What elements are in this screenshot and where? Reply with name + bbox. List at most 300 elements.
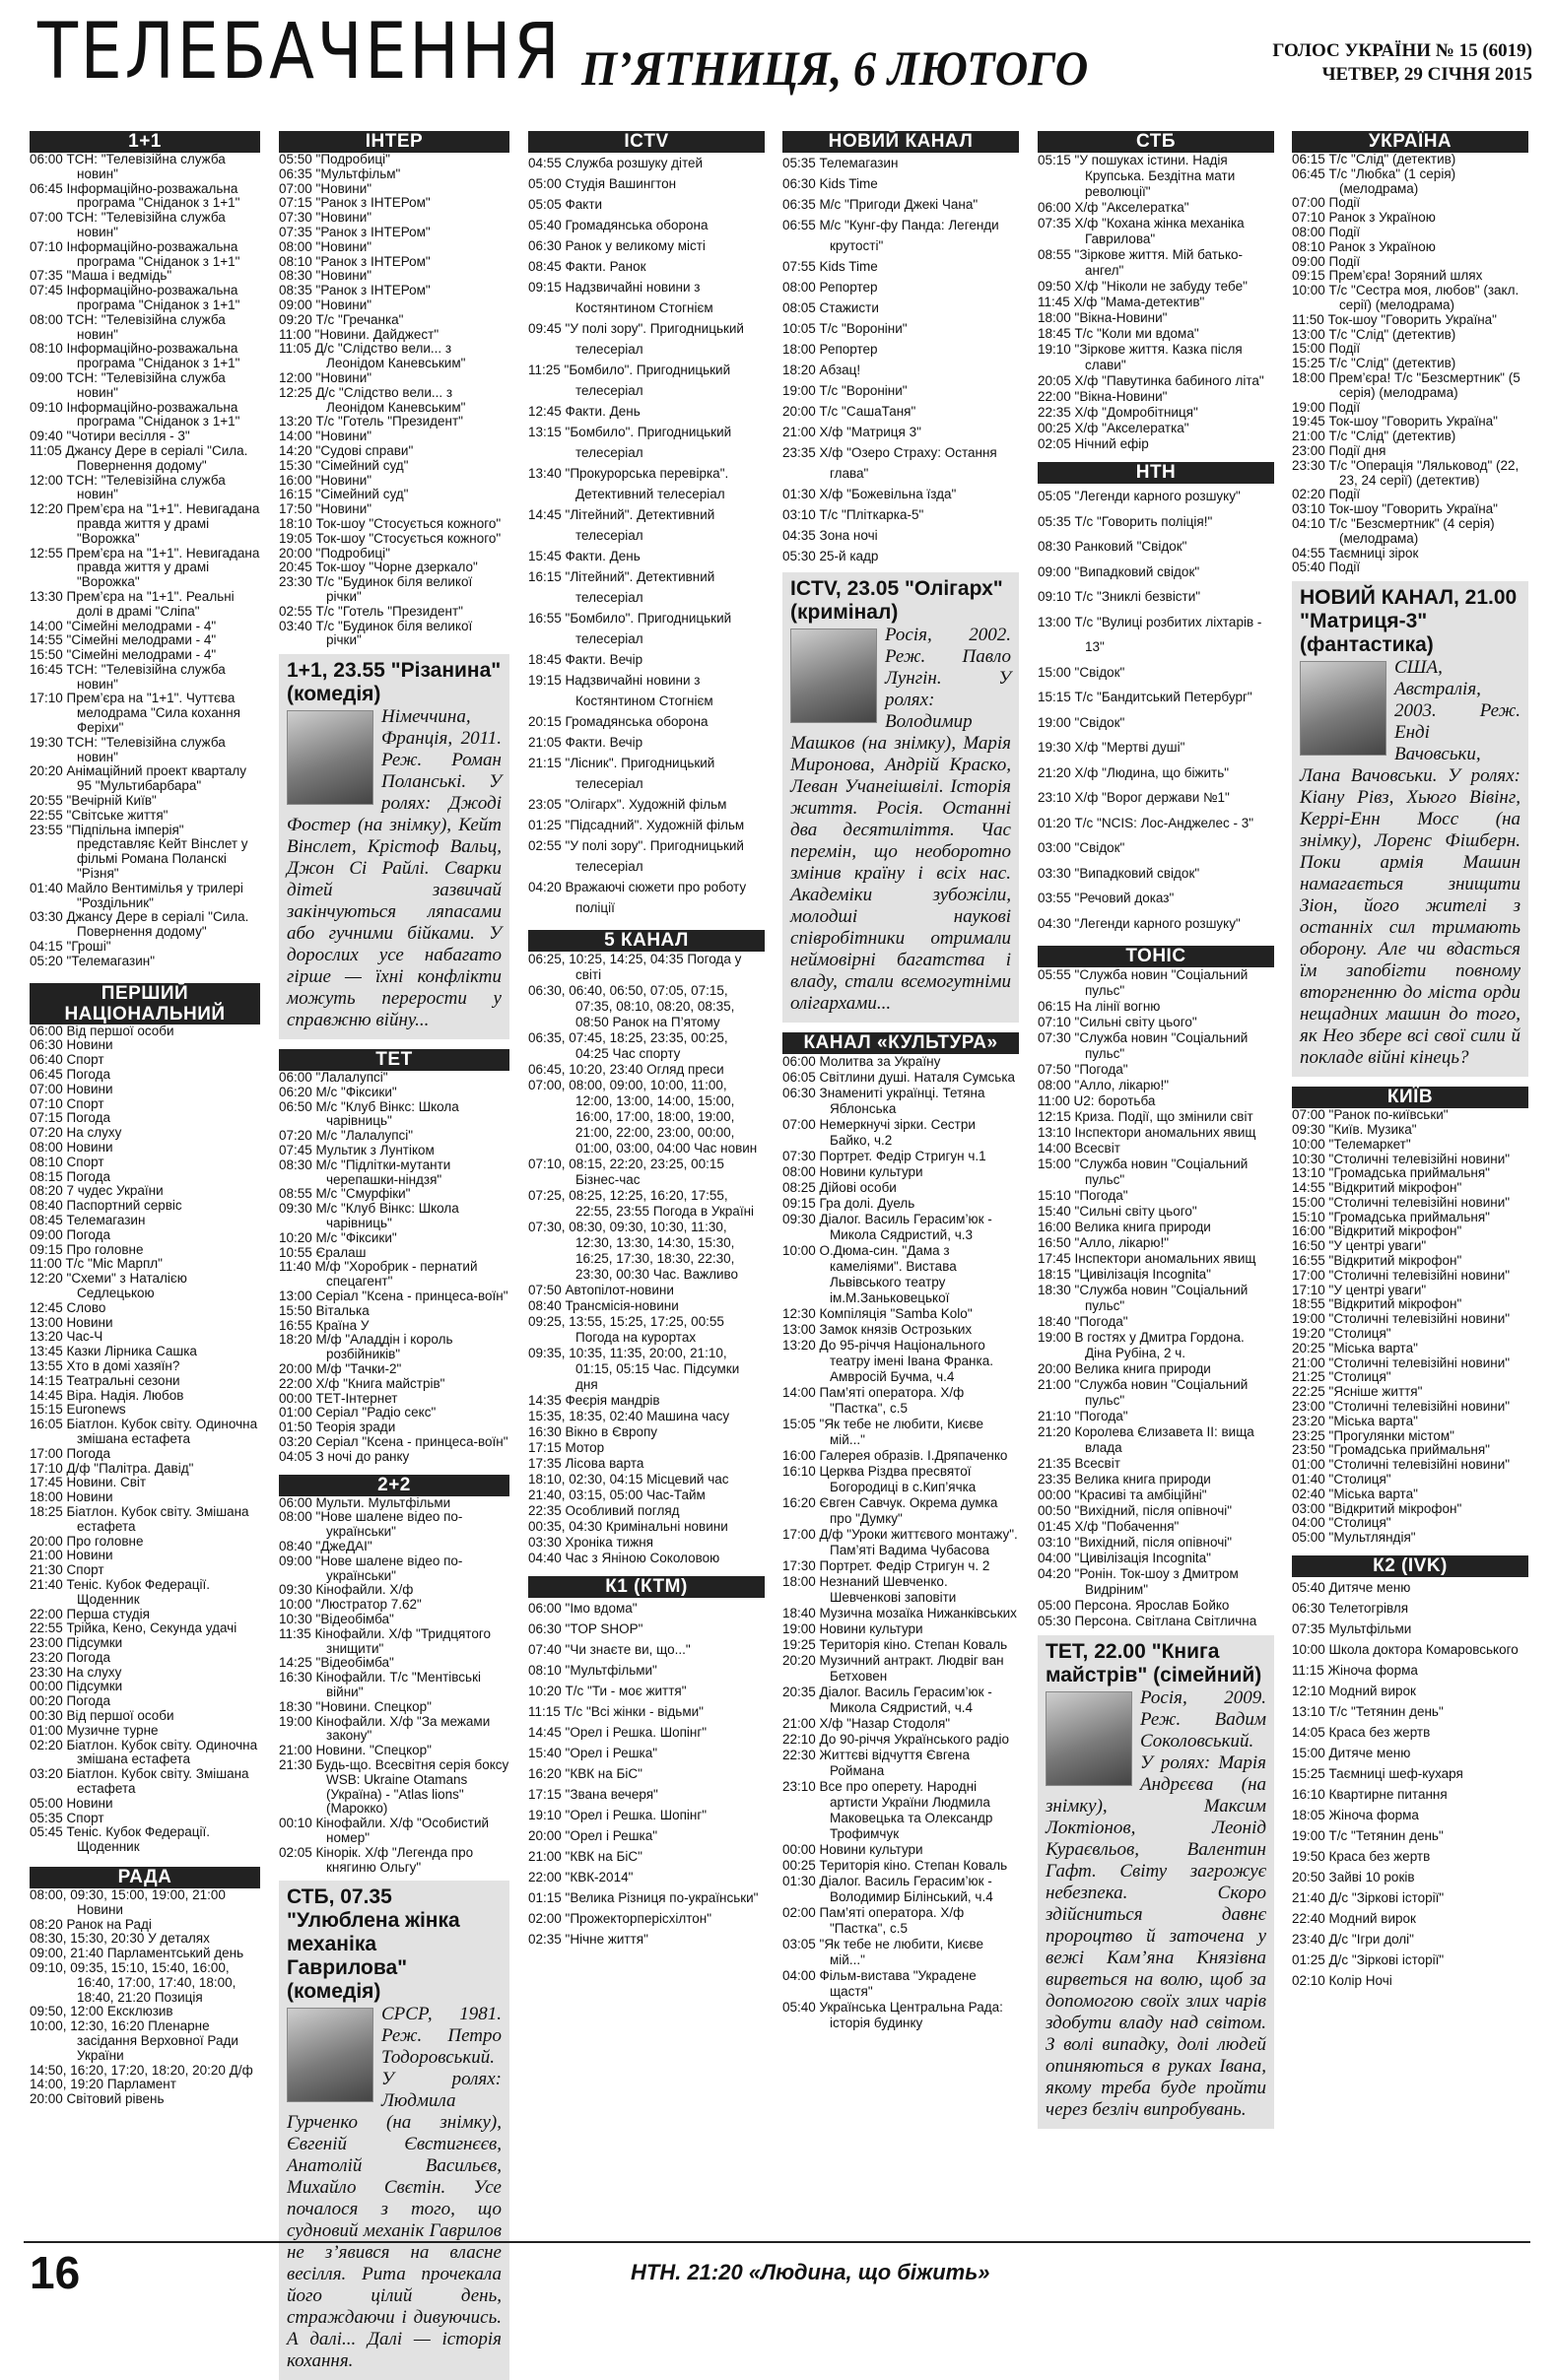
schedule-item: 09:00 Погода [30, 1226, 110, 1242]
schedule-item: 16:20 Євген Савчук. Окрема думка про "Думку" [782, 1495, 998, 1526]
schedule-item: 03:30 "Випадковий свідок" [1038, 865, 1200, 881]
schedule-item: 15:30 "Сімейний суд" [279, 457, 409, 473]
schedule-item: 07:45 Інформаційно-розважальна програма "Сніданок з 1+1" [30, 283, 240, 312]
schedule-item: 07:00 ТСН: "Телевізійна служба новин" [30, 210, 226, 239]
schedule-item: 08:20 7 чудес України [30, 1183, 164, 1199]
schedule-item: 19:00 В гостях у Дмитра Гордона. Діна Рубіна, 2 ч. [1038, 1330, 1245, 1360]
schedule-item: 01:40 "Столиця" [1292, 1472, 1391, 1488]
schedule-item: 23:25 "Прогулянки містом" [1292, 1427, 1454, 1443]
schedule-item: 09:00, 21:40 Парламентський день [30, 1946, 244, 1961]
schedule-item: 13:20 Т/с "Готель "Президент" [279, 414, 463, 430]
schedule-item: 19:15 Надзвичайні новини з Костянтином Стогнієм [528, 673, 713, 708]
schedule-item: 03:55 "Речовий доказ" [1038, 891, 1175, 905]
schedule-item: 06:45, 10:20, 23:40 Огляд преси [528, 1062, 724, 1077]
schedule-item: 21:20 Х/ф "Людина, що біжить" [1038, 764, 1230, 780]
schedule-item: 02:20 Події [1292, 487, 1361, 502]
schedule-item: 06:45 Погода [30, 1067, 110, 1083]
channel-header-inter: ІНТЕР [279, 131, 509, 153]
schedule-item: 08:25 Дійові особи [782, 1180, 897, 1195]
schedule-item: 12:45 Слово [30, 1299, 106, 1315]
schedule-item: 08:10 Спорт [30, 1154, 104, 1169]
schedule-item: 08:00 "Новини" [279, 238, 372, 254]
schedule-item: 02:10 Колір Ночі [1292, 1973, 1392, 1989]
schedule-item: 05:05 Факти [528, 197, 603, 212]
schedule-item: 23:00 Підсумки [30, 1635, 123, 1651]
schedule-item: 11:40 М/ф "Хоробрик - пернатий спецагент" [279, 1259, 478, 1289]
schedule-item: 10:20 Т/с "Ти - моє життя" [528, 1684, 687, 1698]
schedule-item: 08:40 Трансмісія-новини [528, 1298, 679, 1313]
schedule-item: 20:00 Велика книга природи [1038, 1361, 1211, 1376]
schedule-item: 18:00 Репортер [782, 342, 878, 357]
issue-number: ГОЛОС УКРАЇНИ № 15 (6019) [1272, 40, 1532, 61]
schedule-item: 03:40 Т/с "Будинок біля великої річки" [279, 618, 473, 648]
schedule-item: 11:50 Ток-шоу "Говорить Україна" [1292, 311, 1497, 327]
schedule-item: 23:35 Х/ф "Озеро Страху: Остання глава" [782, 445, 997, 481]
channel-header-k2: К2 (IVK) [1292, 1555, 1528, 1577]
schedule-item: 13:00 Новини [30, 1314, 113, 1330]
schedule-item: 09:00 "Нове шалене відео по-українськи" [279, 1553, 463, 1583]
channel-header-ukraina: УКРАЇНА [1292, 131, 1528, 153]
schedule-item: 09:15 Про головне [30, 1241, 144, 1257]
schedule-item: 19:10 "Орел і Решка. Шопінг" [528, 1808, 708, 1822]
schedule-item: 14:55 "Відкритий мікрофон" [1292, 1180, 1462, 1196]
schedule-item: 20:25 "Міська варта" [1292, 1340, 1418, 1355]
schedule-item: 19:00 "Столичні телевізійні новини" [1292, 1311, 1511, 1327]
schedule-item: 10:30 "Столичні телевізійні новини" [1292, 1151, 1511, 1166]
schedule-item: 09:50, 12:00 Ексклюзив [30, 2004, 173, 2019]
schedule-item: 10:05 Т/с "Вороніни" [782, 321, 908, 336]
schedule-item: 11:45 Х/ф "Мама-детектив" [1038, 295, 1205, 309]
schedule-item: 18:00 "Вікна-Новини" [1038, 310, 1168, 325]
schedule-item: 08:10 "Ранок з ІНТЕРом" [279, 253, 431, 269]
schedule-item: 06:55 М/с "Кунг-фу Панда: Легенди крутості" [782, 218, 999, 253]
column-6 [1292, 131, 1528, 2239]
highlight-text: СРСР, 1981. Реж. Петро Тодоровський. У ролях: Людмила Гурченко (на знімку), Євгеній Євстигнєєв, Анатолій Васильєв, Михайло Свєтін. Усе почалося з того, що судновий механік Гаврилов не з’явився на власне весілля. Рита прочекала його цілий день, страждаючи і дивуючись. А далі... Далі — історія кохання. [287, 2004, 502, 2372]
schedule-item: 07:40 "Чи знаєте ви, що..." [528, 1642, 691, 1657]
schedule-item: 07:35 Х/ф "Кохана жінка механіка Гаврилова" [1038, 216, 1245, 246]
schedule-kultura [782, 1054, 1019, 2031]
schedule-item: 00:20 Погода [30, 1693, 110, 1709]
schedule-item: 10:55 Єралаш [279, 1244, 367, 1260]
schedule-item: 16:55 "Відкритий мікрофон" [1292, 1253, 1462, 1269]
schedule-item: 15:00 "Служба новин "Соціальний пульс" [1038, 1157, 1249, 1187]
schedule-item: 11:05 Д/с "Слідство вели... з Леонідом Каневським" [279, 341, 466, 371]
schedule-novyi [782, 153, 1019, 566]
schedule-item: 00:50 "Вихідний, після опівночі" [1038, 1503, 1233, 1518]
schedule-item: 22:00 Х/ф "Книга майстрів" [279, 1375, 445, 1391]
schedule-item: 05:15 "У пошуках істини. Надія Крупська. Бездітна мати революції" [1038, 153, 1236, 199]
issue-date: ЧЕТВЕР, 29 СІЧНЯ 2015 [1321, 64, 1532, 85]
schedule-item: 08:10 Ранок з Україною [1292, 238, 1436, 254]
schedule-item: 18:00 Прем’єра! Т/с "Безсмертник" (5 серія) (мелодрама) [1292, 369, 1520, 400]
schedule-item: 02:40 "Міська варта" [1292, 1486, 1418, 1501]
schedule-item: 18:15 "Цивілізація Incognita" [1038, 1267, 1211, 1282]
schedule-item: 21:35 Всесвіт [1038, 1456, 1120, 1471]
schedule-item: 15:10 "Погода" [1038, 1188, 1128, 1203]
schedule-item: 22:55 Трійка, Кено, Секунда удачі [30, 1620, 237, 1636]
schedule-item: 08:35 "Ранок з ІНТЕРом" [279, 283, 431, 298]
schedule-item: 08:00 "Алло, лікарю!" [1038, 1078, 1170, 1092]
schedule-item: 03:30 Хроніка тижня [528, 1535, 653, 1550]
schedule-item: 01:45 Х/ф "Побачення" [1038, 1519, 1180, 1534]
schedule-item: 18:45 Т/с "Коли ми вдома" [1038, 326, 1199, 341]
schedule-item: 09:30 М/с "Клуб Вінкс: Школа чарівниць" [279, 1201, 459, 1231]
column-4 [782, 131, 1019, 2239]
schedule-item: 20:55 "Вечірній Київ" [30, 793, 157, 809]
schedule-item: 07:30, 08:30, 09:30, 10:30, 11:30, 12:30, 13:30, 14:30, 15:30, 16:25, 17:30, 18:30, 22:30, 23:30, 00:30 Час. Важливо [528, 1220, 739, 1282]
schedule-item: 16:10 Церква Різдва пресвятої Богородиці в с.Кип’ячка [782, 1464, 977, 1494]
schedule-item: 09:30 Кінофайли. Х/ф [279, 1582, 414, 1598]
highlight-text: Росія, 2002. Реж. Павло Лунгін. У ролях: Володимир Машков (на знімку), Марія Миронова, Андрій Краско, Леван Учанеішвілі. Історія життя. Росія. Останні два десятиліття. Час перемін, що необоротно змінив країну і всіх нас. Академіки зубожіли, молодші наукові співробітники отримали неймовірні багатства і владу, стали всемогутніми олігархами... [790, 625, 1011, 1014]
highlight-title: СТБ, 07.35 "Улюблена жінка механіка Гаврилова" (комедія) [287, 1885, 460, 2004]
schedule-item: 21:00 Т/с "Слід" (детектив) [1292, 429, 1456, 444]
schedule-1plus1 [30, 153, 260, 969]
schedule-item: 17:10 Прем’єра на "1+1". Чуттєва мелодрама "Сила кохання Феріхи" [30, 691, 240, 736]
schedule-item: 06:45 Інформаційно-розважальна програма "Сніданок з 1+1" [30, 180, 240, 211]
schedule-item: 05:00 Персона. Ярослав Бойко [1038, 1598, 1230, 1613]
schedule-item: 14:50, 16:20, 17:20, 18:20, 20:20 Д/ф [30, 2062, 253, 2078]
schedule-item: 06:30 Kids Time [782, 176, 878, 191]
highlight-stb [279, 1881, 509, 2380]
schedule-item: 18:40 Музична мозаїка Нижанківських [782, 1606, 1017, 1620]
schedule-item: 07:00 Новини [30, 1081, 113, 1096]
schedule-item: 02:35 "Нічне життя" [528, 1932, 648, 1947]
channel-header-1plus1: 1+1 [30, 131, 260, 153]
highlight-text: Німеччина, Франція, 2011. Реж. Роман Поланські. У ролях: Джоді Фостер (на знімку), Кейт Вінслет, Крістоф Вальц, Джон Сі Райлі. Сварки дітей зазвичай закінчуються ляпасами або гучними бійками. У дорослих усе набагато гірше — їхні конфлікти можуть перерости у справжню війну... [287, 706, 502, 1031]
schedule-item: 13:00 Т/с "Вулиці розбитих ліхтарів - 13" [1038, 614, 1262, 654]
schedule-item: 16:50 "У центрі уваги" [1292, 1238, 1427, 1254]
schedule-item: 14:45 "Літейний". Детективний телесеріал [528, 507, 715, 543]
schedule-item: 07:00 Події [1292, 195, 1361, 211]
schedule-item: 07:50 Автопілот-новини [528, 1283, 674, 1297]
schedule-item: 21:00 Новини. "Спецкор" [279, 1743, 432, 1758]
schedule-item: 19:00 "Свідок" [1038, 714, 1125, 730]
schedule-item: 09:15 Надзвичайні новини з Костянтином Стогнієм [528, 280, 713, 315]
schedule-item: 17:00 Д/ф "Уроки життєвого монтажу". Пам’яті Вадима Чубасова [782, 1527, 1018, 1557]
schedule-item: 22:00 "Вікна-Новини" [1038, 389, 1168, 404]
schedule-item: 09:30 Діалог. Василь Герасим’юк - Микола Сядристий, ч.3 [782, 1212, 992, 1242]
schedule-item: 21:30 Спорт [30, 1562, 104, 1578]
schedule-item: 15:35, 18:35, 02:40 Машина часу [528, 1409, 730, 1423]
schedule-item: 08:30 "Новини" [279, 268, 372, 284]
schedule-item: 14:00, 19:20 Парламент [30, 2077, 176, 2092]
schedule-item: 20:45 Ток-шоу "Чорне дзеркало" [279, 560, 478, 575]
schedule-item: 05:30 Персона. Світлана Світлична [1038, 1614, 1257, 1628]
schedule-item: 12:45 Факти. День [528, 404, 641, 419]
schedule-item: 03:10 Ток-шоу "Говорить Україна" [1292, 501, 1498, 517]
schedule-item: 01:00 Серіал "Радіо секс" [279, 1405, 437, 1421]
schedule-pershyi [30, 1025, 260, 1855]
schedule-item: 13:15 "Бомбило". Пригодницький телесеріал [528, 425, 732, 460]
schedule-item: 07:20 М/с "Лалалупсі" [279, 1128, 414, 1144]
channel-header-tonis: ТОНІС [1038, 946, 1274, 967]
schedule-item: 12:10 Модний вирок [1292, 1684, 1416, 1699]
schedule-item: 01:20 Т/с "NCIS: Лос-Анджелес - 3" [1038, 815, 1254, 830]
schedule-item: 21:40, 03:15, 05:00 Час-Тайм [528, 1488, 706, 1502]
schedule-ictv [528, 153, 765, 918]
schedule-item: 05:40 Події [1292, 560, 1361, 575]
schedule-item: 06:00 Від першої особи [30, 1023, 174, 1038]
schedule-item: 06:35 "Мультфільм" [279, 165, 401, 181]
schedule-item: 06:35 М/с "Пригоди Джекі Чана" [782, 197, 979, 212]
schedule-item: 16:20 "КВК на БіС" [528, 1766, 642, 1781]
column-2 [279, 131, 509, 2372]
schedule-item: 20:05 Х/ф "Павутинка бабиного літа" [1038, 373, 1264, 388]
schedule-item: 00:25 Територія кіно. Степан Коваль [782, 1858, 1008, 1873]
schedule-item: 20:00 "Подробиці" [279, 545, 390, 561]
channel-header-k1: К1 (КТМ) [528, 1576, 765, 1598]
schedule-item: 09:10 Т/с "Зниклі безвісти" [1038, 589, 1201, 604]
schedule-item: 01:00 "Столичні телевізійні новини" [1292, 1457, 1511, 1473]
issue-info [1272, 39, 1532, 87]
schedule-item: 18:30 "Служба новин "Соціальний пульс" [1038, 1283, 1249, 1313]
column-3 [528, 131, 765, 2239]
schedule-item: 11:35 Кінофайли. Х/ф "Тридцятого знищити" [279, 1625, 491, 1656]
schedule-item: 15:40 "Сильні світу цього" [1038, 1204, 1197, 1219]
schedule-item: 16:00 "Відкритий мікрофон" [1292, 1223, 1462, 1239]
schedule-item: 11:05 Джансу Дере в серіалі "Сила. Повернення додому" [30, 442, 248, 473]
schedule-item: 04:10 Т/с "Безсмертник" (4 серія) (мелодрама) [1292, 515, 1495, 546]
schedule-item: 12:00 "Новини" [279, 369, 372, 385]
schedule-item: 10:00 О.Дюма-син. "Дама з камеліями". Вистава Львівського театру ім.М.Заньковецької [782, 1243, 957, 1305]
schedule-item: 14:35 Феєрія мандрів [528, 1393, 660, 1408]
schedule-item: 19:25 Територія кіно. Степан Коваль [782, 1637, 1008, 1652]
schedule-item: 13:55 Хто в домі хазяїн? [30, 1357, 180, 1373]
schedule-item: 19:00 Т/с "Вороніни" [782, 383, 908, 398]
schedule-item: 01:00 Музичне турне [30, 1722, 159, 1738]
schedule-item: 09:00 Події [1292, 253, 1361, 269]
schedule-item: 07:15 Погода [30, 1110, 110, 1126]
schedule-item: 20:00 М/ф "Тачки-2" [279, 1361, 402, 1377]
schedule-item: 21:00 Х/ф "Назар Стодоля" [782, 1716, 951, 1731]
highlight-1plus1 [279, 654, 509, 1039]
schedule-item: 03:00 "Свідок" [1038, 840, 1125, 855]
schedule-item: 09:15 Гра долі. Дуель [782, 1196, 915, 1211]
schedule-item: 07:35 "Маша і ведмідь" [30, 268, 172, 284]
schedule-item: 19:10 "Зіркове життя. Казка після слави" [1038, 342, 1243, 372]
schedule-item: 18:40 "Погода" [1038, 1314, 1128, 1329]
schedule-item: 06:00 "Лалалупсі" [279, 1070, 388, 1086]
schedule-item: 10:20 М/с "Фіксики" [279, 1229, 397, 1245]
schedule-item: 09:35, 10:35, 11:35, 20:00, 21:10, 01:15, 05:15 Час. Підсумки дня [528, 1346, 740, 1392]
schedule-item: 06:15 Т/с "Слід" (детектив) [1292, 152, 1456, 166]
schedule-item: 16:00 "Новини" [279, 472, 372, 488]
schedule-item: 08:30 М/с "Підлітки-мутанти черепашки-ніндзя" [279, 1157, 451, 1187]
schedule-item: 18:25 Біатлон. Кубок світу. Змішана естафета [30, 1503, 249, 1534]
schedule-item: 08:00 Події [1292, 224, 1361, 239]
schedule-item: 07:20 На слуху [30, 1125, 122, 1141]
schedule-item: 16:55 Країна У [279, 1317, 370, 1333]
schedule-item: 00:00 Підсумки [30, 1679, 123, 1694]
schedule-item: 18:55 "Відкритий мікрофон" [1292, 1296, 1462, 1312]
channel-header-rada: РАДА [30, 1867, 260, 1888]
schedule-item: 21:20 Королева Єлизавета II: вища влада [1038, 1424, 1254, 1455]
schedule-rada [30, 1888, 260, 2107]
schedule-item: 13:20 Час-Ч [30, 1329, 103, 1345]
schedule-item: 07:10 Ранок з Україною [1292, 210, 1436, 226]
schedule-item: 00:00 ТЕТ-Інтернет [279, 1390, 398, 1406]
schedule-item: 16:05 Біатлон. Кубок світу. Одиночна змішана естафета [30, 1417, 258, 1446]
schedule-item: 12:00 ТСН: "Телевізійна служба новин" [30, 472, 226, 502]
schedule-item: 08:55 "Зіркове життя. Мій батько-ангел" [1038, 247, 1244, 278]
schedule-item: 07:00, 08:00, 09:00, 10:00, 11:00, 12:00, 13:00, 14:00, 15:00, 16:00, 17:00, 18:00, 19:00, 21:00, 22:00, 23:00, 00:00, 01:00, 03:00, 04:00 Час новин [528, 1078, 758, 1156]
highlight-title: НОВИЙ КАНАЛ, 21.00 "Матриця-3" (фантастика) [1300, 586, 1518, 657]
schedule-item: 22:40 Модний вирок [1292, 1911, 1416, 1927]
schedule-item: 23:00 Події дня [1292, 442, 1386, 458]
highlight-title: 1+1, 23.55 "Різанина" (комедія) [287, 659, 502, 706]
schedule-item: 14:45 Віра. Надія. Любов [30, 1387, 184, 1403]
schedule-item: 09:40 "Чотири весілля - 3" [30, 429, 190, 444]
schedule-tonis [1038, 967, 1274, 1629]
schedule-item: 00:00 "Красиві та амбіційні" [1038, 1488, 1207, 1502]
schedule-item: 19:00 Кінофайли. Х/ф "За межами закону" [279, 1713, 491, 1744]
page-number: 16 [30, 2247, 81, 2298]
schedule-stb [1038, 153, 1274, 452]
schedule-item: 23:30 Т/с "Будинок біля великої річки" [279, 574, 473, 604]
schedule-item: 05:40 Громадянська оборона [528, 218, 709, 232]
schedule-item: 07:00 Немеркнучі зірки. Сестри Байко, ч.2 [782, 1117, 976, 1148]
schedule-item: 06:30 "TOP SHOP" [528, 1621, 643, 1636]
schedule-item: 12:15 Криза. Події, що змінили світ [1038, 1109, 1253, 1124]
channel-header-kultura: КАНАЛ «КУЛЬТУРА» [782, 1032, 1019, 1054]
schedule-item: 17:00 "Столичні телевізійні новини" [1292, 1267, 1511, 1283]
schedule-item: 03:30 Джансу Дере в серіалі "Сила. Повернення додому" [30, 909, 249, 940]
schedule-item: 05:35 Телемагазин [782, 156, 899, 170]
schedule-item: 16:45 ТСН: "Телевізійна служба новин" [30, 661, 226, 692]
schedule-item: 13:00 Серіал "Ксена - принцеса-воїн" [279, 1289, 508, 1304]
schedule-item: 22:10 До 90-річчя Українського радіо [782, 1732, 1009, 1747]
schedule-item: 13:20 До 95-річчя Національного театру імені Івана Франка. Амвросій Бучма, ч.4 [782, 1338, 993, 1384]
schedule-item: 19:30 Х/ф "Мертві душі" [1038, 740, 1185, 755]
schedule-item: 02:55 Т/с "Готель "Президент" [279, 603, 463, 619]
schedule-item: 21:00 "Служба новин "Соціальний пульс" [1038, 1377, 1249, 1408]
schedule-item: 08:40 Паспортний сервіс [30, 1198, 182, 1214]
schedule-item: 18:20 Абзац! [782, 363, 861, 377]
schedule-item: 12:20 "Схеми" з Наталією Седлецькою [30, 1271, 187, 1300]
schedule-item: 15:45 Факти. День [528, 549, 641, 563]
schedule-item: 00:35, 04:30 Кримінальні новини [528, 1519, 728, 1534]
schedule-item: 04:30 "Легенди карного розшуку" [1038, 915, 1241, 931]
schedule-item: 21:40 Д/с "Зіркові історії" [1292, 1890, 1445, 1906]
schedule-item: 01:40 Майло Вентимілья у трилері "Роздільник" [30, 880, 243, 910]
schedule-item: 07:25, 08:25, 12:25, 16:20, 17:55, 22:55, 23:55 Погода в Україні [528, 1188, 755, 1219]
schedule-item: 09:25, 13:55, 15:25, 17:25, 00:55 Погода на курортах [528, 1314, 724, 1345]
schedule-item: 02:05 Кінорік. Х/ф "Легенда про княгиню Ольгу" [279, 1844, 474, 1875]
highlight-novyi [1292, 581, 1528, 1077]
schedule-item: 06:00 Х/ф "Акселератка" [1038, 200, 1189, 215]
highlight-text: Росія, 2009. Реж. Вадим Соколовський. У ролях: Марія Андрєєва (на знімку), Максим Локтіонов, Леонід Кураєвльов, Валентин Гафт. Світу загрожує небезпека. Скоро здійсниться давнє пророцтво й заточена у вежі Кам’яна Князівна вирветься на волю, щоб за допомогою своїх злих чарів здобути владу над світом. З волі випадку, долі людей опиняються в руках Івана, якому треба буде пройти через безліч випробувань. [1046, 1687, 1266, 2120]
schedule-ukraina [1292, 153, 1528, 575]
schedule-item: 23:00 "Столичні телевізійні новини" [1292, 1399, 1511, 1415]
schedule-item: 06:25, 10:25, 14:25, 04:35 Погода у світі [528, 952, 742, 982]
schedule-item: 15:40 "Орел і Решка" [528, 1746, 658, 1760]
channel-header-ntn: НТН [1038, 462, 1274, 484]
schedule-item: 13:00 Замок князів Острозьких [782, 1322, 973, 1337]
schedule-item: 03:10 "Вихідний, після опівночі" [1038, 1535, 1233, 1550]
schedule-item: 16:15 "Літейний". Детективний телесеріал [528, 569, 715, 605]
schedule-item: 09:00 "Випадковий свідок" [1038, 563, 1200, 579]
schedule-item: 09:00 "Новини" [279, 297, 372, 312]
schedule-item: 23:40 Д/с "Ігри долі" [1292, 1932, 1414, 1948]
schedule-item: 17:45 Новини. Світ [30, 1475, 147, 1490]
schedule-item: 08:30, 15:30, 20:30 У деталях [30, 1931, 210, 1947]
schedule-item: 02:20 Біатлон. Кубок світу. Одиночна змішана естафета [30, 1737, 258, 1767]
schedule-item: 05:20 "Телемагазин" [30, 953, 156, 968]
schedule-item: 10:00, 12:30, 16:20 Пленарне засідання Верховної Ради України [30, 2018, 238, 2063]
schedule-item: 04:05 З ночі до ранку [279, 1448, 410, 1464]
schedule-item: 12:25 Д/с "Слідство вели... з Леонідом Каневським" [279, 384, 466, 415]
channel-header-kyiv: КИЇВ [1292, 1087, 1528, 1108]
schedule-item: 15:50 Віталька [279, 1302, 370, 1318]
schedule-item: 10:00 "Телемаркет" [1292, 1136, 1411, 1152]
schedule-item: 05:50 "Подробиці" [279, 152, 390, 166]
schedule-item: 04:20 Вражаючі сюжети про роботу поліції [528, 880, 747, 915]
schedule-item: 04:55 Таємниці зірок [1292, 545, 1419, 561]
schedule-item: 21:00 Х/ф "Матриця 3" [782, 425, 921, 439]
schedule-item: 03:20 Біатлон. Кубок світу. Змішана естафета [30, 1766, 249, 1797]
schedule-item: 21:40 Теніс. Кубок Федерації. Щоденник [30, 1576, 211, 1607]
page-header [0, 0, 1554, 123]
schedule-item: 19:00 Події [1292, 399, 1361, 415]
schedule-item: 01:30 Діалог. Василь Герасим’юк - Володимир Білінський, ч.4 [782, 1874, 993, 1904]
schedule-item: 04:35 Зона ночі [782, 528, 878, 543]
schedule-item: 15:25 Таємниці шеф-кухаря [1292, 1766, 1463, 1782]
schedule-item: 04:00 Фільм-вистава "Украдене щастя" [782, 1968, 977, 1999]
schedule-item: 13:40 "Прокурорська перевірка". Детективний телесеріал [528, 466, 729, 501]
schedule-item: 23:10 Х/ф "Ворог держави №1" [1038, 790, 1230, 805]
schedule-item: 06:00 "Імо вдома" [528, 1601, 638, 1616]
schedule-item: 11:25 "Бомбило". Пригодницький телесеріал [528, 363, 731, 398]
schedule-item: 21:05 Факти. Вечір [528, 735, 643, 750]
schedule-item: 18:10 Ток-шоу "Стосується кожного" [279, 515, 502, 531]
schedule-item: 00:25 Х/ф "Акселератка" [1038, 421, 1189, 435]
schedule-item: 22:00 Перша студія [30, 1606, 150, 1621]
schedule-item: 07:10 Спорт [30, 1095, 104, 1111]
schedule-item: 11:15 Т/с "Всі жінки - відьми" [528, 1704, 704, 1719]
schedule-item: 15:15 Euronews [30, 1402, 126, 1418]
schedule-item: 13:30 Прем’єра на "1+1". Реальні долі в драмі "Сліпа" [30, 588, 235, 619]
schedule-item: 19:20 "Столиця" [1292, 1326, 1391, 1342]
schedule-item: 22:30 Життєві відчуття Євгена Роймана [782, 1748, 970, 1778]
schedule-item: 02:05 Нічний ефір [1038, 436, 1149, 451]
schedule-item: 20:50 Зайві 10 років [1292, 1870, 1415, 1885]
schedule-item: 08:00 Новини [30, 1140, 113, 1155]
schedule-item: 06:00 Молитва за Україну [782, 1054, 941, 1069]
channel-header-pershyi: ПЕРШИЙ НАЦІОНАЛЬНИЙ [30, 983, 260, 1025]
actor-photo [790, 628, 877, 723]
schedule-k1 [528, 1598, 765, 1950]
schedule-item: 15:05 "Як тебе не любити, Києве мій..." [782, 1417, 983, 1447]
schedule-item: 09:30 "Київ. Музика" [1292, 1121, 1417, 1137]
schedule-item: 23:10 Все про оперету. Народні артисти України Людмила Маковецька та Олександр Трофимчук [782, 1779, 993, 1841]
schedule-item: 06:00 ТСН: "Телевізійна служба новин" [30, 152, 226, 181]
schedule-item: 20:00 Світовий рівень [30, 2091, 165, 2107]
schedule-item: 05:55 "Служба новин "Соціальний пульс" [1038, 967, 1249, 998]
schedule-item: 05:35 Т/с "Говорить поліція!" [1038, 513, 1213, 529]
schedule-item: 16:50 "Алло, лікарю!" [1038, 1235, 1170, 1250]
actor-photo [287, 2008, 373, 2102]
schedule-item: 08:15 Погода [30, 1168, 110, 1184]
schedule-item: 21:00 "Столичні телевізійні новини" [1292, 1355, 1511, 1370]
actor-photo [287, 710, 373, 805]
actor-photo [1300, 661, 1386, 756]
schedule-item: 23:20 "Міська варта" [1292, 1413, 1418, 1428]
schedule-item: 22:35 Особливий погляд [528, 1503, 680, 1518]
schedule-item: 23:55 "Підпільна імперія" представляє Кейт Вінслет у фільмі Романа Поланскі "Різня" [30, 822, 248, 882]
schedule-item: 15:25 Т/с "Слід" (детектив) [1292, 356, 1456, 371]
schedule-item: 23:30 Т/с "Операція "Ляльковод" (22, 23, 24 серії) (детектив) [1292, 457, 1520, 488]
schedule-item: 09:10, 09:35, 15:10, 15:40, 16:00, 16:40, 17:00, 17:40, 18:00, 18:40, 21:20 Позиція [30, 1960, 236, 2005]
